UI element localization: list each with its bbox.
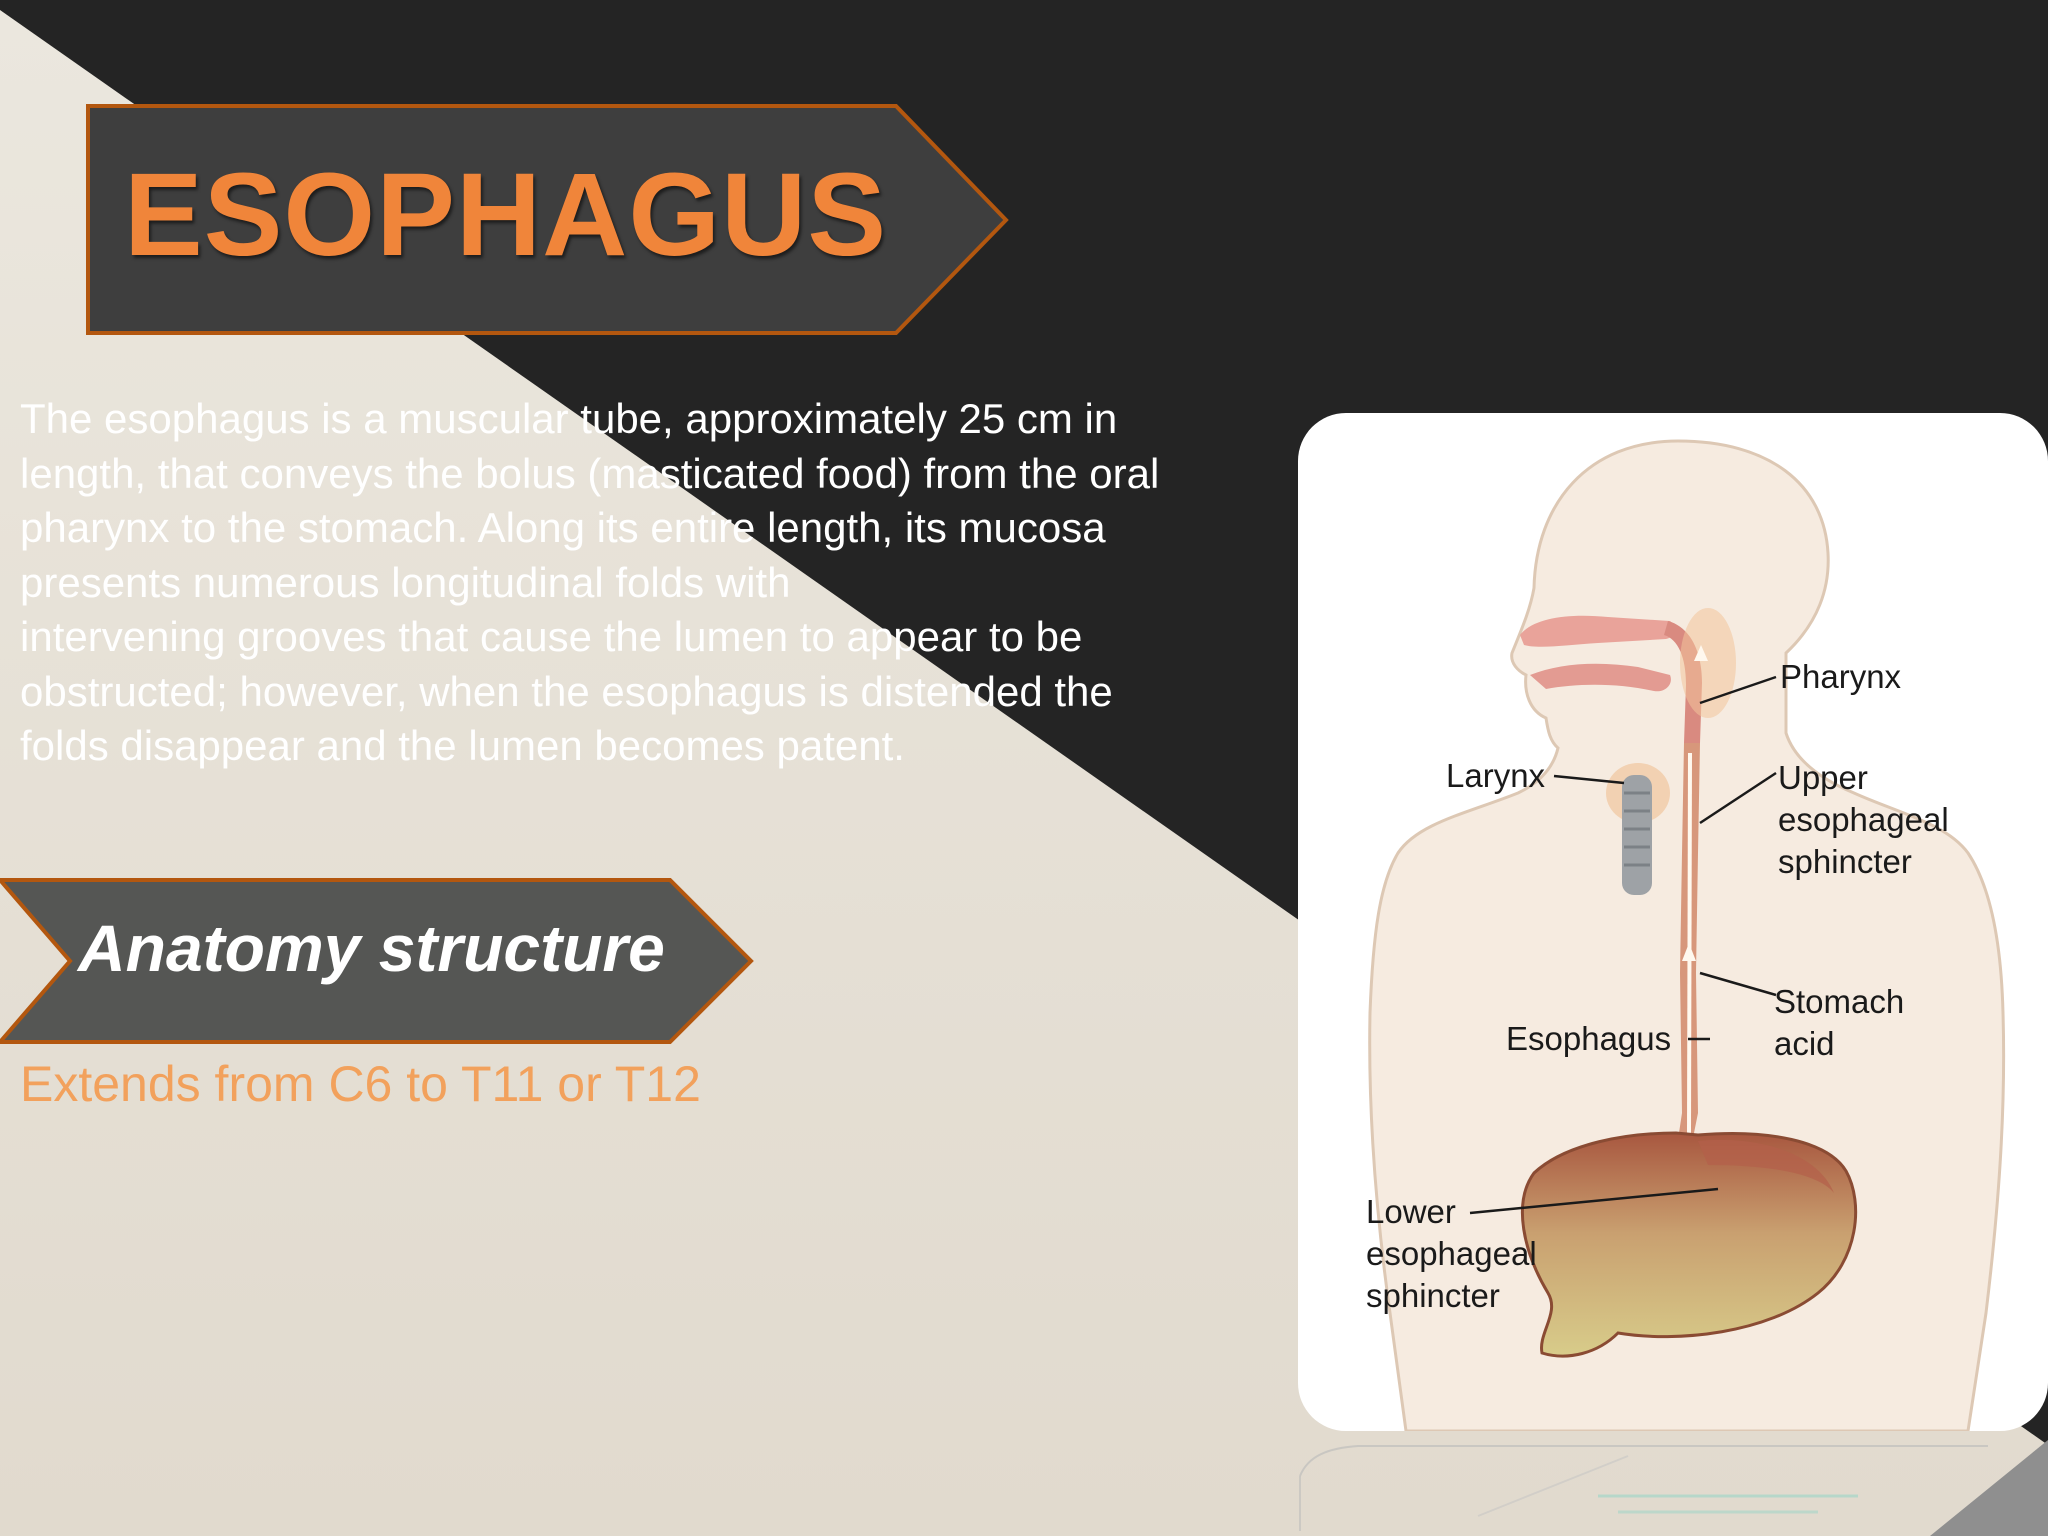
label-lower-sphincter: esophageal [1366, 1235, 1537, 1272]
label-esophagus: Esophagus [1506, 1020, 1672, 1057]
subheading: Anatomy structure [78, 911, 665, 985]
description-line: folds disappear and the lumen becomes patent. [20, 722, 905, 769]
vertebral-extent-text: Extends from C6 to T11 or T12 [20, 1056, 701, 1112]
description-line: The esophagus is a muscular tube, approximately 25 cm in [20, 395, 1118, 442]
description-line: length, that conveys the bolus (masticated food) from the oral [20, 449, 1160, 497]
label-upper-sphincter: Upper [1778, 759, 1868, 796]
label-larynx: Larynx [1446, 757, 1546, 794]
description-line: pharynx to the stomach. Along its entire length, its mucosa [20, 504, 1106, 551]
label-upper-sphincter: sphincter [1778, 843, 1912, 880]
description-line: intervening grooves that cause the lumen to appear to be [20, 613, 1083, 660]
label-lower-sphincter: Lower [1366, 1193, 1456, 1230]
description-line: obstructed; however, when the esophagus is distended the [20, 667, 1113, 715]
label-lower-sphincter: sphincter [1366, 1277, 1500, 1314]
figure-reflection [1298, 1436, 2038, 1536]
slide-title: ESOPHAGUS [124, 149, 888, 281]
digestive-tract-diagram [1298, 413, 2048, 1431]
label-upper-sphincter: esophageal [1778, 801, 1949, 838]
label-stomach-acid: acid [1774, 1025, 1835, 1062]
label-pharynx: Pharynx [1780, 658, 1902, 695]
label-stomach-acid: Stomach [1774, 983, 1905, 1020]
description-paragraph [20, 392, 1290, 774]
anatomy-figure [1298, 413, 2048, 1431]
description-line: presents numerous longitudinal folds with [20, 558, 791, 606]
